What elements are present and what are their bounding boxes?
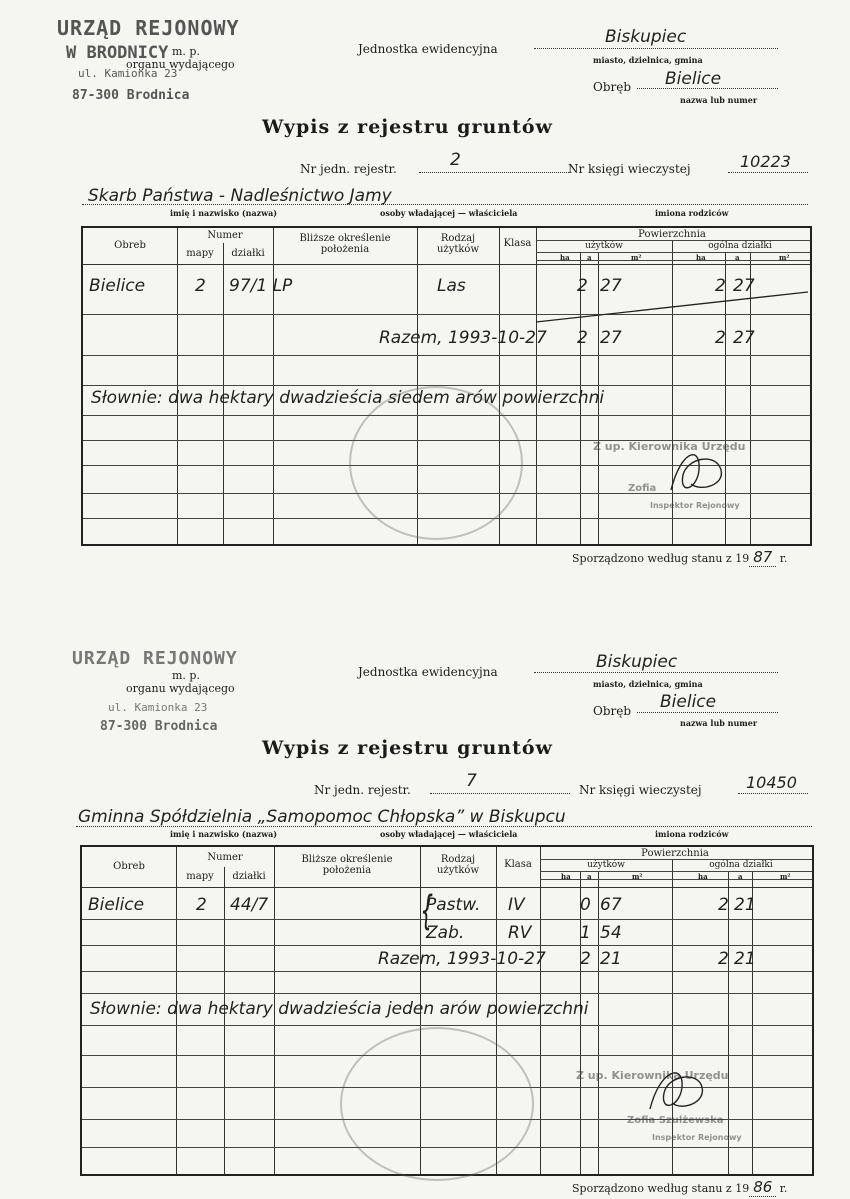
cell-used-a: 54 (600, 923, 622, 943)
issuing-body-label: organu wydającego (126, 58, 235, 71)
col-precinct: Obreb (114, 240, 146, 251)
precinct-value: Bielice (665, 69, 722, 89)
sum-total-a: 27 (733, 328, 755, 348)
office-stamp-title: URZĄD REJONOWY (57, 16, 240, 40)
col-map: mapy (186, 248, 214, 259)
cell-used-ha: 2 (577, 276, 588, 296)
owner-caption-parents: imiona rodziców (655, 208, 729, 218)
register-number-label: Nr jedn. rejestr. (300, 162, 397, 176)
signature-mark (642, 1057, 712, 1117)
owner-name: Gminna Spółdzielnia „Samopomoc Chłopska” w Biskupcu (78, 807, 566, 827)
precinct-label: Obręb (593, 704, 632, 718)
register-number-value: 7 (466, 771, 477, 791)
office-stamp-street: ul. Kamionka 23 (108, 701, 208, 714)
unit-label: Jednostka ewidencyjna (358, 42, 498, 56)
cell-parcel: 97/1 LP (229, 276, 293, 296)
col-used-area: użytków (587, 860, 625, 870)
sum-total-ha: 2 (715, 328, 726, 348)
cell-use-type: Pastw. (426, 895, 481, 915)
unit-value: Biskupiec (596, 652, 678, 672)
signature-mark (661, 440, 731, 500)
precinct-label: Obręb (593, 80, 632, 94)
round-seal (349, 386, 523, 540)
owner-name: Skarb Państwa - Nadleśnictwo Jamy (88, 186, 392, 206)
precinct-caption: nazwa lub numer (680, 718, 758, 728)
sum-used-ha: 2 (580, 949, 591, 969)
cell-precinct: Bielice (89, 276, 146, 296)
col-total-area: ogólna działki (709, 860, 773, 870)
cell-map: 2 (196, 895, 207, 915)
office-stamp-postcode: 87-300 Brodnica (100, 719, 218, 734)
col-number: Numer (207, 230, 243, 241)
col-use-type: Rodzaj użytków (436, 854, 480, 876)
col-used-area: użytków (585, 241, 623, 251)
cell-use-type: Las (437, 276, 466, 296)
cell-total-a: 27 (733, 276, 755, 296)
cell-used-a: 67 (600, 895, 622, 915)
col-class: Klasa (504, 859, 532, 870)
sum-label: Razem, 1993-10-27 (379, 328, 547, 348)
cell-total-ha: 2 (718, 895, 729, 915)
owner-caption-authority: osoby władającej — właściciela (380, 208, 518, 218)
cell-map: 2 (195, 276, 206, 296)
land-book-label: Nr księgi wieczystej (568, 162, 691, 176)
register-number-value: 2 (450, 150, 461, 170)
col-location: Bliższe określenie położenia (301, 854, 393, 876)
cell-parcel: 44/7 (230, 895, 269, 915)
land-book-label: Nr księgi wieczystej (579, 783, 702, 797)
cell-use-type: Zab. (426, 923, 465, 943)
sum-label: Razem, 1993-10-27 (378, 949, 546, 969)
signature-stamp-line1: Z up. Kierownika Urzędu (593, 440, 746, 453)
in-words: Słownie: dwa hektary dwadzieścia siedem arów powierzchni (91, 388, 605, 408)
prepared-as-of: Sporządzono według stanu z 19 86 r. (572, 1178, 788, 1196)
land-book-value: 10450 (746, 773, 797, 792)
office-stamp-title: URZĄD REJONOWY (72, 648, 238, 669)
office-stamp-city: W BRODNICY (66, 43, 169, 63)
sum-used-a: 27 (600, 328, 622, 348)
unit-value: Biskupiec (605, 27, 687, 47)
col-map: mapy (186, 871, 214, 882)
col-parcel: działki (232, 871, 266, 882)
signature-stamp-name: Zofia Szulżewska (627, 1115, 724, 1126)
cell-used-ha: 1 (580, 923, 591, 943)
col-parcel: działki (231, 248, 265, 259)
land-register-table: Obreb Numer mapy działki Bliższe określenie położenia Rodzaj użytków Klasa Powierzchnia użytków ogólna działki ha a m² ha a m² Bielice 2 44/7 { Pastw. IV 0 67 2 21 Zab. RV 1 54 Razem, 1993-10-27 2 21 2 21 Słownie: dwa hektary dwadzieścia jeden arów powierzchni Z up. Kierownika Urzędu Zofia Szulżewska Inspektor Rejonowy (80, 845, 814, 1176)
land-register-table: Obreb Numer mapy działki Bliższe określenie położenia Rodzaj użytków Klasa Powierzchnia użytków ogólna działki ha a m² ha a m² Bielice 2 97/1 LP Las 2 27 2 27 Razem, 1993-10-27 2 27 2 27 Słownie: dwa hektary dwadzieścia siedem arów powierzchni Z up. Kierownika Urzędu Zofia Inspektor Rejonowy (81, 226, 812, 546)
register-number-label: Nr jedn. rejestr. (314, 783, 411, 797)
cell-total-ha: 2 (715, 276, 726, 296)
unit-label: Jednostka ewidencyjna (358, 665, 498, 679)
document-title: Wypis z rejestru gruntów (262, 116, 553, 138)
precinct-value: Bielice (660, 692, 717, 712)
issuing-body-label: organu wydającego (126, 682, 235, 695)
col-location: Bliższe określenie położenia (299, 233, 391, 255)
cell-used-ha: 0 (580, 895, 591, 915)
cell-used-a: 27 (600, 276, 622, 296)
office-stamp-street: ul. Kamionka 23 (78, 67, 178, 80)
document-title: Wypis z rejestru gruntów (262, 737, 553, 759)
cell-class: IV (508, 895, 525, 915)
col-class: Klasa (503, 238, 532, 249)
owner-caption-authority: osoby władającej — właściciela (380, 829, 518, 839)
in-words: Słownie: dwa hektary dwadzieścia jeden arów powierzchni (90, 999, 589, 1019)
cell-class: RV (508, 923, 532, 943)
land-book-value: 10223 (740, 152, 791, 171)
col-number: Numer (207, 852, 243, 863)
prepared-as-of: Sporządzono według stanu z 19 87 r. (572, 548, 788, 566)
signature-stamp-role: Inspektor Rejonowy (652, 1133, 742, 1142)
col-precinct: Obreb (113, 861, 145, 872)
office-stamp-postcode: 87-300 Brodnica (72, 88, 190, 103)
cell-total-a: 21 (734, 895, 756, 915)
unit-caption: miasto, dzielnica, gmina (593, 55, 703, 65)
sum-total-a: 21 (734, 949, 756, 969)
owner-caption-name: imię i nazwisko (nazwa) (170, 829, 278, 839)
sum-used-ha: 2 (577, 328, 588, 348)
unit-caption: miasto, dzielnica, gmina (593, 679, 703, 689)
col-total-area: ogólna działki (708, 241, 772, 251)
sum-used-a: 21 (600, 949, 622, 969)
signature-stamp-role: Inspektor Rejonowy (650, 501, 740, 510)
signature-stamp-name: Zofia (628, 483, 657, 494)
col-area: Powierzchnia (641, 848, 709, 859)
col-area: Powierzchnia (638, 229, 706, 240)
round-seal (340, 1027, 534, 1181)
mp-label: m. p. (172, 669, 200, 682)
precinct-caption: nazwa lub numer (680, 95, 758, 105)
brace: { (420, 888, 434, 934)
signature-stamp-line1: Z up. Kierownika Urzędu (576, 1069, 729, 1082)
col-use-type: Rodzaj użytków (436, 233, 480, 255)
mp-label: m. p. (172, 45, 200, 58)
sum-total-ha: 2 (718, 949, 729, 969)
owner-caption-parents: imiona rodziców (655, 829, 729, 839)
cell-precinct: Bielice (88, 895, 145, 915)
owner-caption-name: imię i nazwisko (nazwa) (170, 208, 278, 218)
